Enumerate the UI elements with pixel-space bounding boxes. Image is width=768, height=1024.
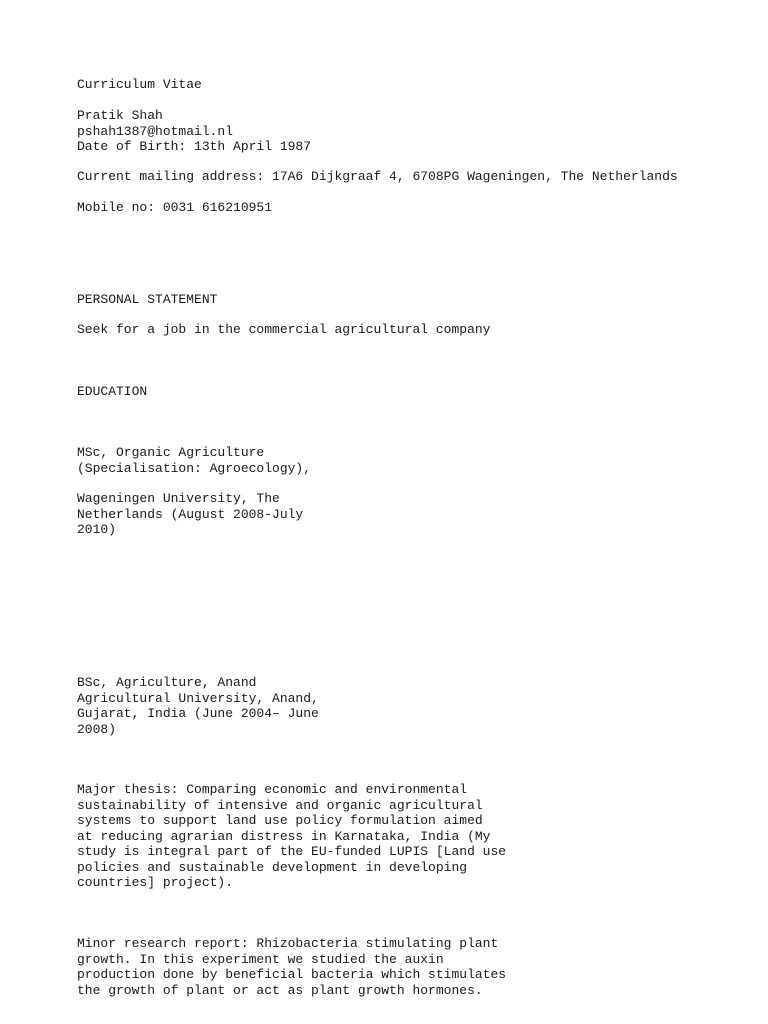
msc-university-line: Netherlands (August 2008-July: [77, 506, 304, 522]
candidate-email: pshah1387@hotmail.nl: [77, 123, 234, 139]
bsc-line: 2008): [77, 721, 117, 737]
major-thesis-line: countries] project).: [77, 875, 234, 890]
education-heading: EDUCATION: [77, 384, 148, 399]
bsc-line: BSc, Agriculture, Anand: [77, 675, 257, 690]
minor-research-line: production done by beneficial bacteria which stimulates: [77, 967, 507, 982]
document-title: Curriculum Vitae: [77, 77, 202, 92]
mailing-address: Current mailing address: 17A6 Dijkgraaf 4, 6708PG Wageningen, The Netherlands: [77, 169, 678, 184]
msc-degree-line: MSc, Organic Agriculture: [77, 445, 265, 460]
msc-university-line: 2010): [77, 522, 117, 537]
date-of-birth: Date of Birth: 13th April 1987: [77, 139, 312, 154]
major-thesis-line: systems to support land use policy formulation aimed: [77, 813, 483, 828]
minor-research-line: Minor research report: Rhizobacteria stimulating plant: [77, 936, 499, 951]
msc-specialisation-line: (Specialisation: Agroecology),: [77, 460, 312, 476]
personal-statement-text: Seek for a job in the commercial agricultural company: [77, 322, 491, 337]
major-thesis-line: Major thesis: Comparing economic and environmental: [77, 782, 468, 797]
candidate-name: Pratik Shah: [77, 108, 163, 123]
major-thesis-line: sustainability of intensive and organic agricultural: [77, 797, 483, 813]
mobile-number: Mobile no: 0031 616210951: [77, 200, 273, 215]
personal-statement-heading: PERSONAL STATEMENT: [77, 292, 218, 307]
minor-research-line: the growth of plant or act as plant growth hormones.: [77, 982, 483, 998]
major-thesis-line: at reducing agrarian distress in Karnataka, India (My: [77, 828, 491, 844]
bsc-line: Gujarat, India (June 2004– June: [77, 706, 319, 721]
major-thesis-line: policies and sustainable development in developing: [77, 859, 468, 875]
bsc-line: Agricultural University, Anand,: [77, 690, 319, 706]
msc-university-line: Wageningen University, The: [77, 491, 280, 506]
minor-research-line: growth. In this experiment we studied the auxin: [77, 951, 444, 967]
major-thesis-line: study is integral part of the EU-funded LUPIS [Land use: [77, 844, 507, 859]
